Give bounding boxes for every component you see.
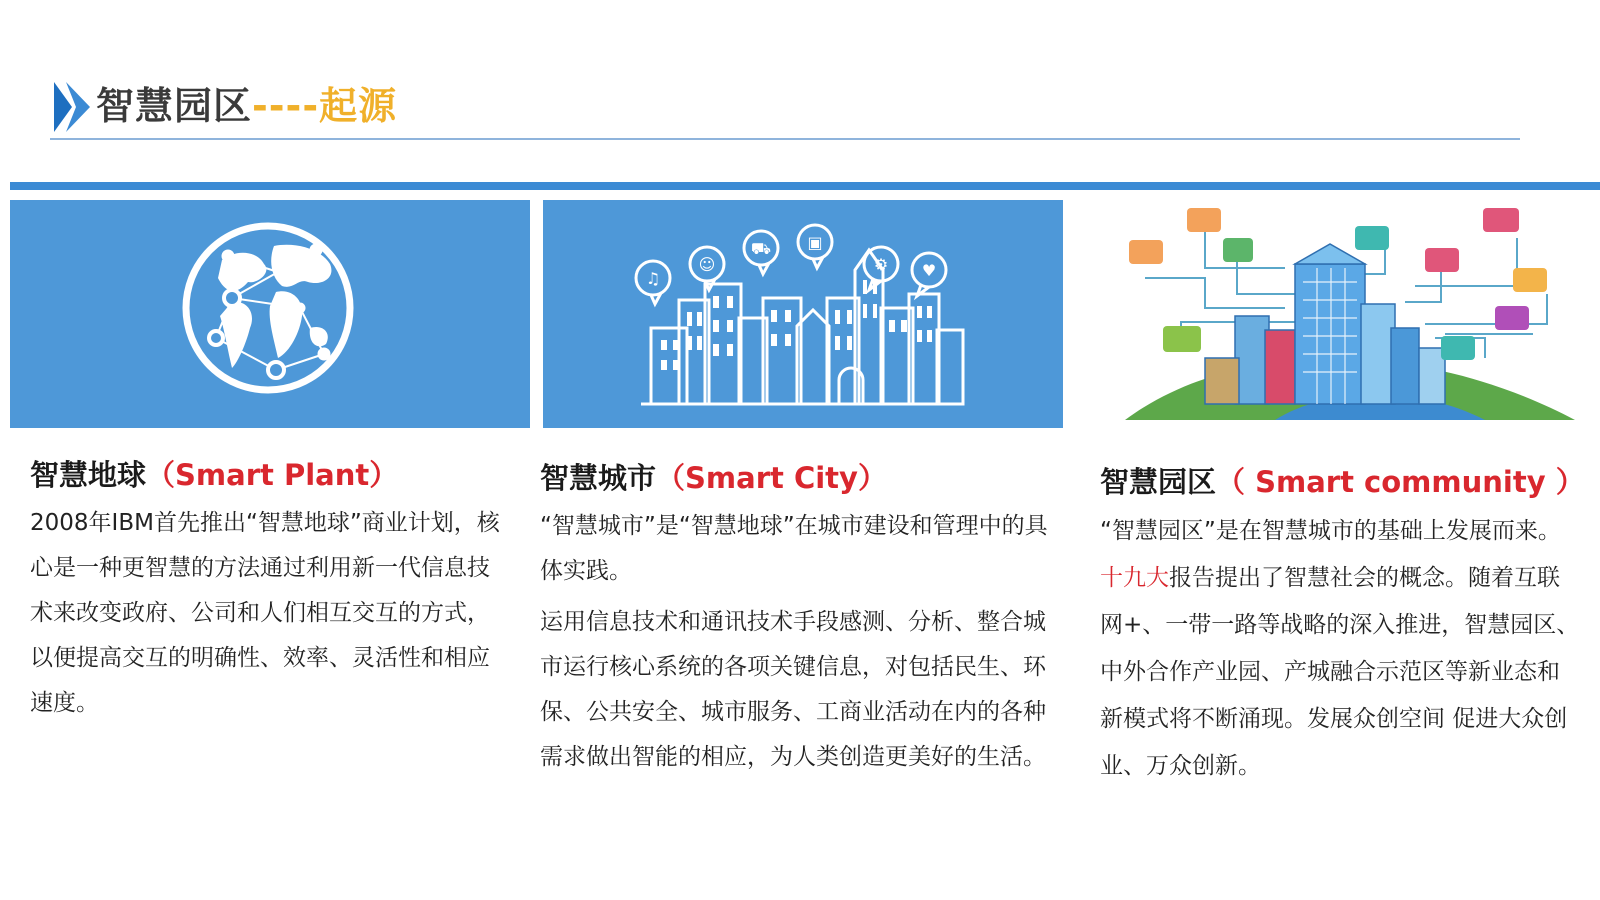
chevron-right-icon (50, 80, 92, 134)
smart-city-paragraph-1: “智慧城市”是“智慧地球”在城市建设和管理中的具体实践。 (540, 513, 1048, 584)
title-main: 智慧园区 (96, 84, 253, 128)
svg-text:⛟: ⛟ (750, 239, 772, 258)
globe-network-icon (10, 200, 530, 428)
smart-city-heading: 智慧城市（Smart City） (540, 461, 887, 495)
title-separator: ---- (252, 84, 320, 128)
smart-plant-section (30, 455, 500, 726)
smart-plant-heading: 智慧地球（Smart Plant） (30, 458, 399, 492)
smart-city-image (543, 200, 1063, 428)
city-skyline-icon (543, 200, 1063, 428)
svg-text:♫: ♫ (645, 269, 661, 288)
smart-plant-image (10, 200, 530, 428)
svg-text:▣: ▣ (807, 233, 823, 252)
svg-text:♥: ♥ (921, 261, 937, 280)
svg-text:☺: ☺ (698, 255, 716, 274)
highlight-text: 十九大 (1100, 565, 1169, 591)
smart-community-section (1100, 462, 1585, 790)
smart-plant-paragraph: 2008年IBM首先推出“智慧地球”商业计划，核心是一种更智慧的方法通过利用新一代信息技术来改变政府、公司和人们相互交互的方式，以便提高交互的明确性、效率、灵活性和相应速度。 (30, 510, 500, 716)
title-sub: 起源 (319, 84, 398, 128)
smart-city-section (540, 458, 1050, 780)
smart-community-heading: 智慧园区（ Smart community ） (1100, 465, 1585, 499)
svg-text:⚙: ⚙ (873, 255, 889, 274)
smart-park-diagram (1085, 198, 1600, 430)
title-divider (50, 138, 1520, 140)
smart-city-paragraph-2: 运用信息技术和通讯技术手段感测、分析、整合城市运行核心系统的各项关键信息，对包括民生、环保、公共安全、城市服务、工商业活动在内的各种需求做出智能的相应，为人类创造更美好的生活。 (540, 609, 1046, 770)
smart-community-paragraph: “智慧园区”是在智慧城市的基础上发展而来。十九大报告提出了智慧社会的概念。随着互联网+、一带一路等战略的深入推进，智慧园区、中外合作产业园、产城融合示范区等新业态和新模式将不断涌现。发展众创空间 促进大众创业、万众创新。 (1100, 518, 1580, 779)
section-band (10, 182, 1600, 190)
